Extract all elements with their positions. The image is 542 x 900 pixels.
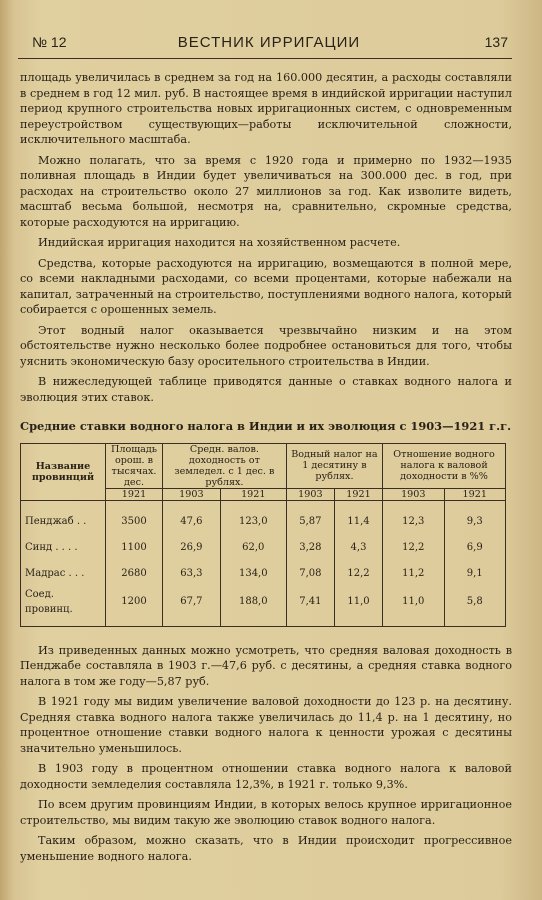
table-row xyxy=(21,509,506,535)
yield-1903-cell: 47,6 xyxy=(163,509,221,535)
ratio-1903-cell: 12,2 xyxy=(383,535,444,561)
paragraph: В нижеследующей таблице приводятся данные о ставках водного налога и эволюция этих ставок. xyxy=(20,375,512,404)
tax-1921-cell: 4,3 xyxy=(334,535,382,561)
tax-1921-cell: 11,0 xyxy=(334,587,382,618)
yield-1903-cell: 63,3 xyxy=(163,561,221,587)
ratio-1921-cell: 6,9 xyxy=(444,535,506,561)
header-yield: Средн. валов. доходность от земледел. с 1 дес. в рублях. xyxy=(163,443,287,488)
journal-title: ВЕСТНИК ИРРИГАЦИИ xyxy=(177,34,361,51)
paragraph: Индийская ирригация находится на хозяйственном расчете. xyxy=(38,236,401,249)
area-cell: 1100 xyxy=(106,535,163,561)
paragraph: По всем другим провинциям Индии, в которых велось крупное ирригационное строительство, мы видим такую же эволюцию ставок водного налога. xyxy=(20,798,512,827)
paragraph: площадь увеличилась в среднем за год на 160.000 десятин, а расходы составляли в среднем в год 12 мил. руб. В настоящее время в индийской ирригации наступил период крупного строительства новых ирригационных систем, с одновременным переустройством существующих—работы исключительной сложности, исключительного масштаба. xyxy=(20,71,512,146)
yield-1903-cell: 67,7 xyxy=(163,587,221,618)
province-name: Мадрас . . . xyxy=(21,561,106,587)
tax-1903-cell: 5,87 xyxy=(286,509,334,535)
header-tax: Водный налог на 1 десятину в рублях. xyxy=(286,443,382,488)
page-number: 137 xyxy=(484,34,508,50)
year-cell: 1921 xyxy=(106,488,163,500)
table-row xyxy=(21,587,506,618)
paragraph: Средства, которые расходуются на ирригацию, возмещаются в полной мере, со всеми накладными расходами, со всеми процентами, которые набежали на капитал, затраченный на строительство, поступлениями водного налога, который собирается с орошенных земель. xyxy=(20,256,512,316)
year-cell: 1903 xyxy=(286,488,334,500)
article-body xyxy=(20,70,512,869)
year-cell: 1903 xyxy=(383,488,444,500)
yield-1921-cell: 134,0 xyxy=(220,561,286,587)
yield-1903-cell: 26,9 xyxy=(163,535,221,561)
province-name: Синд . . . . xyxy=(21,535,106,561)
header-area: Площадь орош. в тысячах. дес. xyxy=(106,443,163,488)
tax-1903-cell: 7,08 xyxy=(286,561,334,587)
yield-1921-cell: 188,0 xyxy=(220,587,286,618)
tax-1921-cell: 12,2 xyxy=(334,561,382,587)
ratio-1903-cell: 11,0 xyxy=(383,587,444,618)
year-cell: 1921 xyxy=(444,488,506,500)
area-cell: 2680 xyxy=(106,561,163,587)
area-cell: 3500 xyxy=(106,509,163,535)
header-ratio: Отношение водного налога к валовой доходности в %% xyxy=(383,443,506,488)
ratio-1903-cell: 12,3 xyxy=(383,509,444,535)
paragraph: Можно полагать, что за время с 1920 года и примерно по 1932—1935 поливная площадь в Индии будет увеличиваться на 300.000 дес. в год, при расходах на строительство около 27 миллионов за год. Как изволите видеть, масштаб весьма большой, несмотря на, сравнительно, скромные средства, которые расходуются на ирригацию. xyxy=(20,153,512,229)
running-header xyxy=(30,34,508,54)
ratio-1921-cell: 9,1 xyxy=(444,561,506,587)
year-cell: 1903 xyxy=(163,488,221,500)
table-row xyxy=(21,535,506,561)
tax-1903-cell: 3,28 xyxy=(286,535,334,561)
yield-1921-cell: 62,0 xyxy=(220,535,286,561)
header-rule xyxy=(18,58,512,59)
header-province: Название провинций xyxy=(21,443,106,500)
paragraph: Этот водный налог оказывается чрезвычайно низким и на этом обстоятельстве нужно несколько более подробнее остановиться для того, чтобы уяснить экономическую базу оросительного строительства в Индии. xyxy=(20,323,512,368)
province-name: Пенджаб . . xyxy=(21,509,106,535)
tax-1903-cell: 7,41 xyxy=(286,587,334,618)
yield-1921-cell: 123,0 xyxy=(220,509,286,535)
issue-number: № 12 xyxy=(32,34,67,50)
paragraph: В 1903 году в процентном отношении ставка водного налога к валовой доходности земледелия составляла 12,3%, в 1921 г. только 9,3%. xyxy=(20,762,512,791)
paragraph: Из приведенных данных можно усмотреть, что средняя валовая доходность в Пенджабе составляла в 1903 г.—47,6 руб. с десятины, а средняя ставка водного налога в том же году—5,87 руб. xyxy=(20,643,512,688)
area-cell: 1200 xyxy=(106,587,163,618)
tax-1921-cell: 11,4 xyxy=(334,509,382,535)
table-title: Средние ставки водного налога в Индии и их эволюция с 1903—1921 г.г. xyxy=(20,419,512,433)
ratio-1921-cell: 5,8 xyxy=(444,587,506,618)
ratio-1903-cell: 11,2 xyxy=(383,561,444,587)
province-name: Соед. провинц. xyxy=(21,587,106,618)
year-cell: 1921 xyxy=(220,488,286,500)
paragraph: Таким образом, можно сказать, что в Индии происходит прогрессивное уменьшение водного налога. xyxy=(20,834,512,863)
paragraph: В 1921 году мы видим увеличение валовой доходности до 123 р. на десятину. Средняя ставка водного налога также увеличилась до 11,4 р. на 1 десятину, но процентное отношение ставки водного налога к ценности урожая с десятины значительно уменьшилось. xyxy=(20,695,512,755)
year-cell: 1921 xyxy=(334,488,382,500)
tax-table xyxy=(20,443,506,627)
table-row xyxy=(21,561,506,587)
ratio-1921-cell: 9,3 xyxy=(444,509,506,535)
